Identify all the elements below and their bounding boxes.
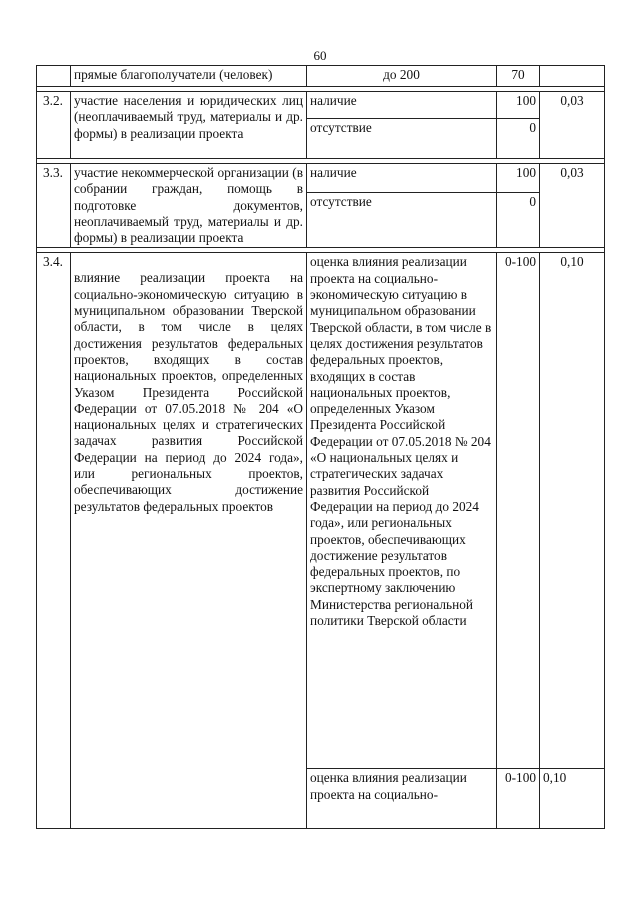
points-cell: 0 [497, 192, 540, 248]
condition-cell: отсутствие [307, 119, 497, 159]
table-row [37, 66, 605, 87]
weight-cell: 0,10 [540, 253, 605, 769]
weight-cell: 0,10 [540, 769, 605, 829]
row-number: 3.4. [37, 253, 71, 829]
row-number: 3.3. [37, 164, 71, 248]
condition-cell: наличие [307, 92, 497, 119]
criterion-cell: участие населения и юридических лиц (неоплачиваемый труд, материалы и др. формы) в реализации проекта [71, 92, 307, 159]
condition-cell: до 200 [307, 66, 497, 87]
row-number [37, 66, 71, 87]
condition-cell: оценка влияния реализации проекта на социально- [307, 769, 497, 829]
condition-cell: наличие [307, 164, 497, 193]
criterion-text: влияние реализации проекта на социально-экономическую ситуацию в муниципальном образовании Тверской области, в том числе в целях достижения результатов федеральных проектов, входящих в состав национальных проектов, определенных Указом Президента Российской Федерации от 07.05.2018 № 204 «О национальных целях и стратегических задачах развития Российской Федерации на период до 2024 года», или региональных проектов, обеспечивающих достижение результатов федеральных проектов [74, 270, 303, 514]
points-cell: 70 [497, 66, 540, 87]
page-number: 60 [313, 48, 327, 63]
criteria-table [36, 65, 605, 829]
weight-cell: 0,03 [540, 164, 605, 248]
table-row [37, 164, 605, 193]
table-row [37, 92, 605, 119]
points-cell: 100 [497, 92, 540, 119]
points-cell: 0 [497, 119, 540, 159]
points-cell: 100 [497, 164, 540, 193]
criterion-cell [71, 253, 307, 829]
condition-cell: оценка влияния реализации проекта на социально-экономическую ситуацию в муниципальном образовании Тверской области, в том числе в целях достижения результатов федеральных проектов, входящих в состав национальных проектов, определенных Указом Президента Российской Федерации от 07.05.2018 № 204 «О национальных целях и стратегических задачах развития Российской Федерации на период до 2024 года», или региональных проектов, обеспечивающих достижение результатов федеральных проектов, по экспертному заключению Министерства региональной политики Тверской области [307, 253, 497, 769]
row-number: 3.2. [37, 92, 71, 159]
condition-cell: отсутствие [307, 192, 497, 248]
table-row [37, 253, 605, 769]
weight-cell: 0,03 [540, 92, 605, 159]
points-cell: 0-100 [497, 253, 540, 769]
criterion-cell: участие некоммерческой организации (в собрании граждан, помощь в подготовке документов, неоплачиваемый труд, материалы и др. формы) в реализации проекта [71, 164, 307, 248]
weight-cell [540, 66, 605, 87]
criterion-cell: прямые благополучатели (человек) [71, 66, 307, 87]
points-cell: 0-100 [497, 769, 540, 829]
